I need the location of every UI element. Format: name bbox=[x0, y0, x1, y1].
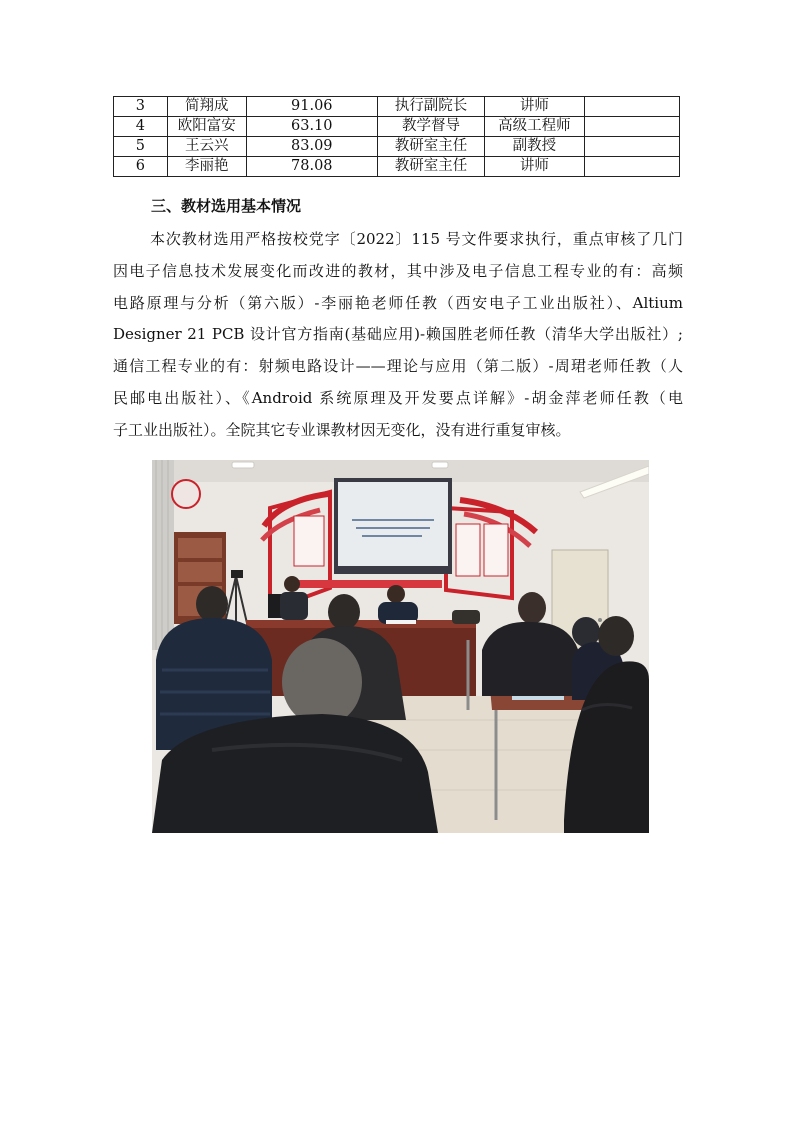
table-cell: 简翔成 bbox=[167, 97, 246, 117]
table-row bbox=[114, 137, 680, 157]
paragraph-line: 民邮电出版社）、《Android 系统原理及开发要点详解》-胡金萍老师任教（电 bbox=[113, 388, 683, 407]
table-row bbox=[114, 117, 680, 137]
paragraph-line: 通信工程专业的有：射频电路设计——理论与应用（第二版）-周珺老师任教（人 bbox=[113, 357, 683, 376]
table-cell: 3 bbox=[114, 97, 168, 117]
paragraph-line: 电路原理与分析（第六版）-李丽艳老师任教（西安电子工业出版社）、Altium bbox=[113, 293, 683, 312]
paragraph-line: 子工业出版社）。全院其它专业课教材因无变化，没有进行重复审核。 bbox=[113, 420, 571, 439]
table-cell: 4 bbox=[114, 117, 168, 137]
table-cell: 78.08 bbox=[246, 157, 377, 177]
table-cell: 63.10 bbox=[246, 117, 377, 137]
meeting-room-illustration bbox=[152, 460, 649, 833]
table-cell: 高级工程师 bbox=[485, 117, 584, 137]
table-cell: 李丽艳 bbox=[167, 157, 246, 177]
paragraph-line: 因电子信息技术发展变化而改进的教材，其中涉及电子信息工程专业的有：高频 bbox=[113, 261, 683, 280]
table-row bbox=[114, 97, 680, 117]
table-cell bbox=[584, 157, 679, 177]
table-cell: 5 bbox=[114, 137, 168, 157]
table-cell bbox=[584, 117, 679, 137]
paragraph-line: 本次教材选用严格按校党字〔2022〕115 号文件要求执行，重点审核了几门 bbox=[150, 230, 683, 248]
table-cell: 欧阳富安 bbox=[167, 117, 246, 137]
paragraph-line: Designer 21 PCB 设计官方指南(基础应用)-赖国胜老师任教（清华大学出版社）; bbox=[113, 325, 683, 344]
table-cell: 副教授 bbox=[485, 137, 584, 157]
table-cell: 教研室主任 bbox=[377, 157, 485, 177]
meeting-photo bbox=[152, 460, 649, 833]
table-row bbox=[114, 157, 680, 177]
table-cell: 6 bbox=[114, 157, 168, 177]
table-cell: 91.06 bbox=[246, 97, 377, 117]
table-cell: 教学督导 bbox=[377, 117, 485, 137]
table-cell: 83.09 bbox=[246, 137, 377, 157]
table-cell: 讲师 bbox=[485, 157, 584, 177]
table-cell: 执行副院长 bbox=[377, 97, 485, 117]
table-cell: 王云兴 bbox=[167, 137, 246, 157]
section-heading: 三、教材选用基本情况 bbox=[151, 197, 302, 215]
table-cell: 讲师 bbox=[485, 97, 584, 117]
table-cell bbox=[584, 137, 679, 157]
table-cell: 教研室主任 bbox=[377, 137, 485, 157]
body-paragraph bbox=[113, 224, 683, 447]
staff-table bbox=[113, 96, 680, 177]
table-cell bbox=[584, 97, 679, 117]
